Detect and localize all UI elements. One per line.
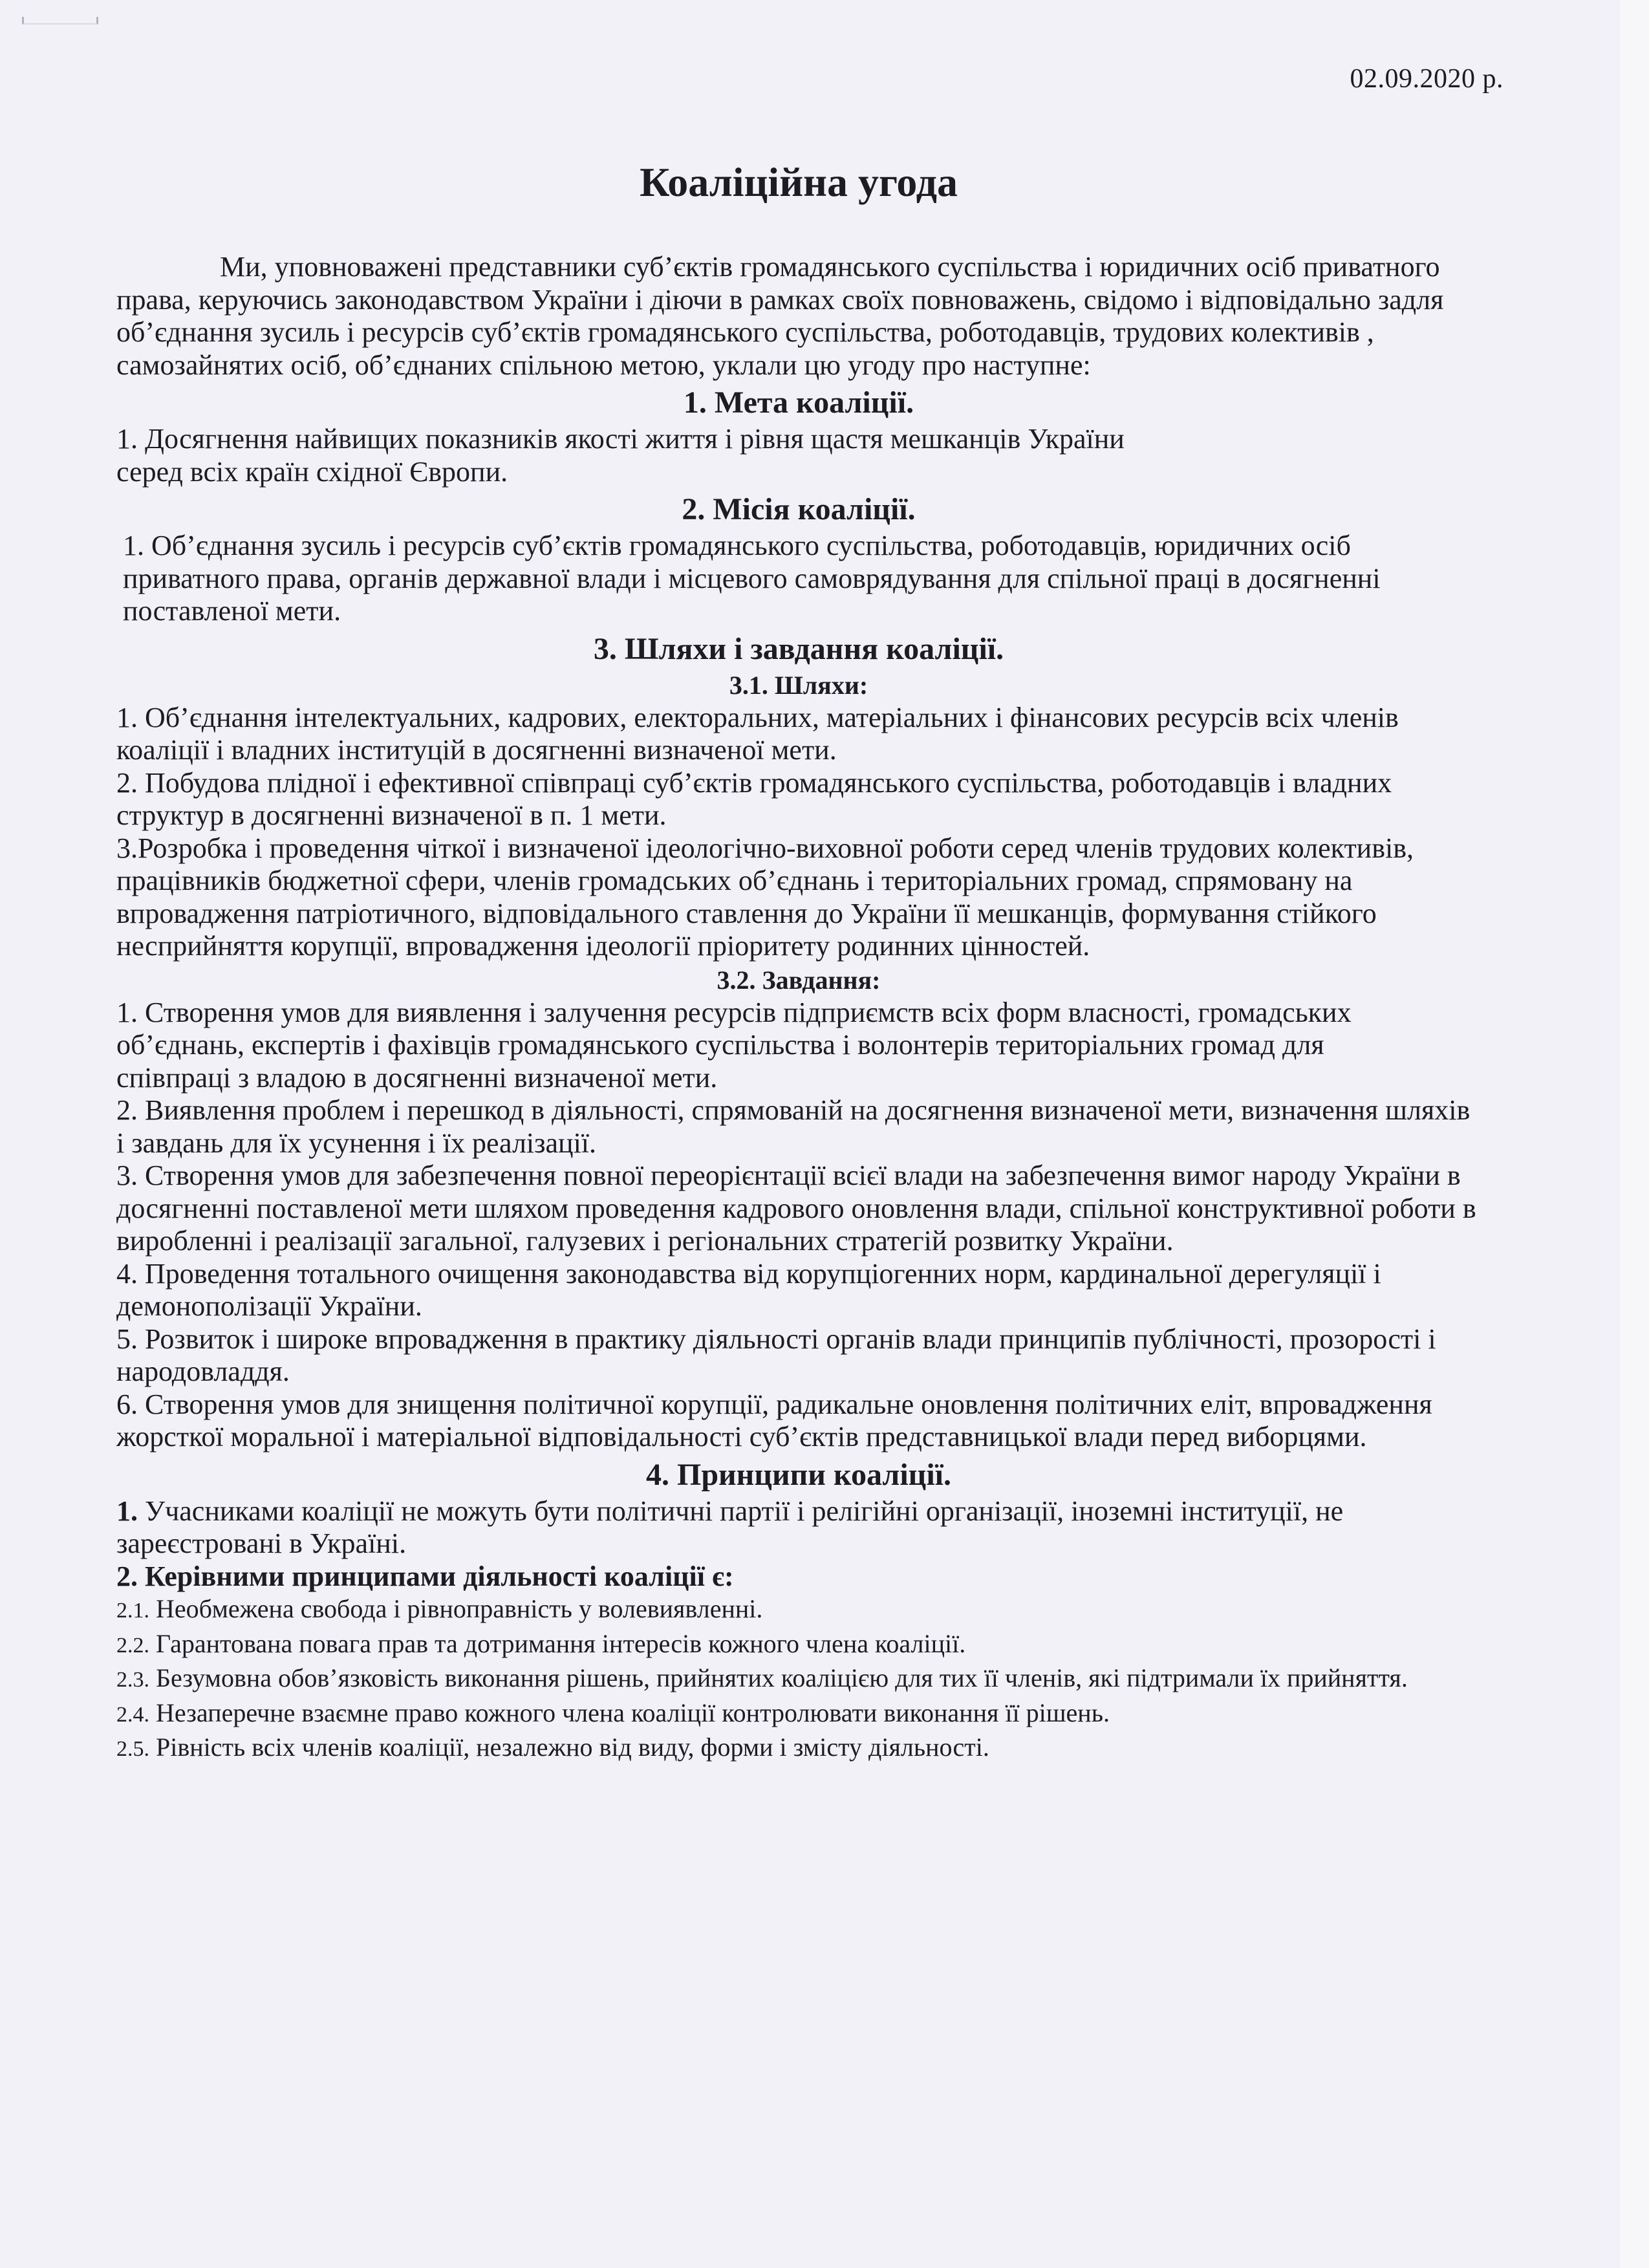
principles-subitem [116, 1662, 1449, 1697]
tasks-item: 1. Створення умов для виявлення і залучення ресурсів підприємств всіх форм власності, громадських об’єднань, експертів і фахівців громадянського суспільства і волонтерів територіальних громад для співпраці з владою в досягненні визначеної мети. [116, 996, 1352, 1094]
subitem-text: Необмежена свобода і рівноправність у волевиявленні. [149, 1594, 763, 1623]
tasks-item: 6. Створення умов для знищення політичної корупції, радикальне оновлення політичних еліт, впровадження жорсткої моральної і матеріальної відповідальності суб’єктів представницької влади перед виборцями. [116, 1388, 1432, 1453]
subsection-heading-tasks: 3.2. Завдання: [717, 965, 881, 995]
mission-item: 1. Об’єднання зусиль і ресурсів суб’єктів громадянського суспільства, роботодавців, юридичних осіб приватного права, органів державної влади і місцевого самоврядування для спільної праці в досягненні поставленої мети. [123, 530, 1381, 627]
principles-point-1-number: 1. [116, 1495, 138, 1527]
subitem-number: 2.4. [116, 1702, 149, 1727]
principles-subitem [116, 1697, 1481, 1732]
tasks-item: 3. Створення умов для забезпечення повної переорієнтації всієї влади на забезпечення вимог народу України в досягненні поставленої мети шляхом проведення кадрового оновлення влади, спільної конструктивної роботи в виробленні і реалізації загальної, галузевих і регіональних стратегій розвитку України. [116, 1160, 1476, 1257]
subitem-text: Гарантована повага прав та дотримання інтересів кожного члена коаліції. [149, 1628, 966, 1658]
document-body [116, 251, 1481, 1766]
section-heading-ways-tasks: 3. Шляхи і завдання коаліції. [593, 631, 1004, 666]
subitem-number: 2.5. [116, 1737, 149, 1761]
tasks-item: 2. Виявлення проблем і перешкод в діяльності, спрямованій на досягнення визначеної мети, визначення шляхів і завдань для їх усунення і їх реалізації. [116, 1094, 1471, 1159]
subitem-text: Рівність всіх членів коаліції, незалежно від виду, форми і змісту діяльності. [149, 1733, 989, 1762]
staple-mark [22, 17, 98, 25]
subitem-text: Безумовна обов’язковість виконання рішень, прийнятих коаліцією для тих її членів, які підтримали їх прийняття. [149, 1663, 1408, 1692]
tasks-item: 5. Розвиток і широке впровадження в практику діяльності органів влади принципів публічності, прозорості і народовладдя. [116, 1323, 1436, 1387]
section-heading-principles: 4. Принципи коаліції. [645, 1457, 951, 1492]
document-title: Коаліційна угода [640, 159, 958, 205]
subitem-number: 2.1. [116, 1599, 149, 1623]
intro-paragraph: Ми, уповноважені представники суб’єктів громадянського суспільства і юридичних осіб приватного права, керуючись законодавством України і діючи в рамках своїх повноважень, свідомо і відповідально задля об’єднання зусиль і ресурсів суб’єктів громадянського суспільства, роботодавців, трудових колективів , самозайнятих осіб, об’єднаних спільною метою, уклали цю угоду про наступне: [116, 251, 1444, 381]
section-heading-mission: 2. Місія коаліції. [682, 492, 916, 526]
scan-edge-strip [1620, 0, 1649, 2268]
ways-item: 3.Розробка і проведення чіткої і визначеної ідеологічно-виховної роботи серед членів трудових колективів, працівників бюджетної сфери, членів громадських об’єднань і територіальних громад, спрямовану на впровадження патріотичного, відповідального ставлення до України її мешканців, формування стійкого несприйняття корупції, впровадження ідеології пріоритету родинних цінностей. [116, 832, 1414, 962]
principles-subitem [116, 1593, 1481, 1628]
subsection-heading-ways: 3.1. Шляхи: [729, 670, 868, 700]
tasks-item: 4. Проведення тотального очищення законодавства від корупціогенних норм, кардинальної дерегуляції і демонополізації України. [116, 1257, 1381, 1322]
subitem-number: 2.3. [116, 1668, 149, 1692]
principles-point-2-heading: 2. Керівними принципами діяльності коаліції є: [116, 1560, 734, 1592]
section-heading-goal: 1. Мета коаліції. [683, 385, 914, 420]
subitem-text: Незаперечне взаємне право кожного члена коаліції контролювати виконання її рішень. [149, 1698, 1110, 1727]
principles-point-1 [116, 1495, 1481, 1561]
principles-subitem [116, 1628, 1481, 1663]
ways-item: 2. Побудова плідної і ефективної співпраці суб’єктів громадянського суспільства, роботодавців і владних структур в досягненні визначеної в п. 1 мети. [116, 766, 1392, 831]
ways-item: 1. Об’єднання інтелектуальних, кадрових, електоральних, матеріальних і фінансових ресурсів всіх членів коаліції і владних інституцій в досягненні визначеної мети. [116, 701, 1399, 766]
goal-item: 1. Досягнення найвищих показників якості життя і рівня щастя мешканців України серед всіх країн східної Європи. [116, 423, 1125, 488]
subitem-number: 2.2. [116, 1633, 149, 1658]
principles-subitem [116, 1731, 1481, 1766]
principles-point-1-text: Учасниками коаліції не можуть бути політичні партії і релігійні організації, іноземні інституції, не зареєстровані в Україні. [116, 1495, 1344, 1559]
document-date: 02.09.2020 р. [1350, 64, 1503, 94]
